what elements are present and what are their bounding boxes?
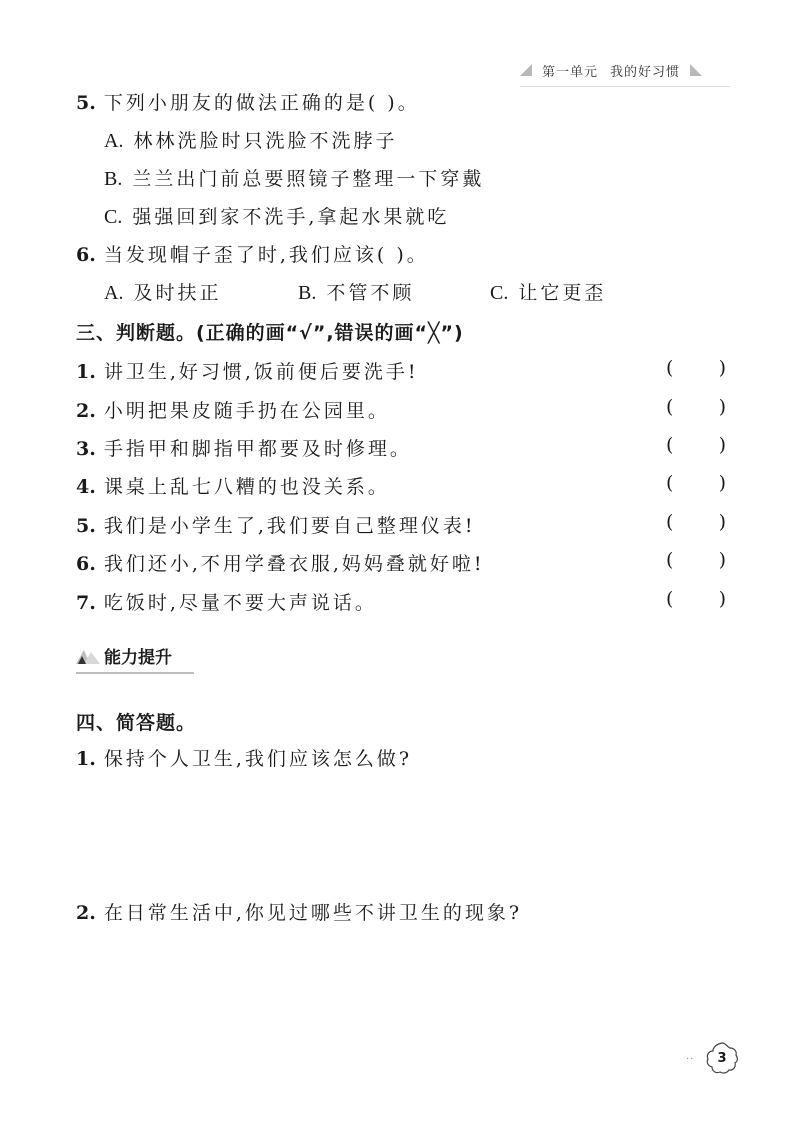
ability-section-banner [76,640,194,670]
option-label: A. [104,282,124,304]
judge-item-7 [76,588,377,615]
question-stem: 当发现帽子歪了时,我们应该( )。 [103,244,429,266]
option-text: 让它更歪 [518,282,607,304]
judge-item-2 [76,396,390,423]
page-dots-decoration: ·· [686,1054,695,1065]
answer-blank-2[interactable] [666,396,726,418]
option-text: 不管不顾 [326,282,415,304]
option-text: 及时扶正 [133,282,222,304]
judge-item-1 [76,357,419,384]
item-number: 6. [76,553,96,575]
judge-item-4 [76,472,390,499]
item-number: 2. [76,902,96,924]
paren-open: ( [666,549,674,571]
judge-item-5 [76,511,476,538]
item-text: 手指甲和脚指甲都要及时修理。 [103,438,412,460]
judge-item-3 [76,434,412,461]
mc-6-option-c [490,278,606,305]
question-stem: 下列小朋友的做法正确的是( )。 [103,92,420,114]
paren-open: ( [666,588,674,610]
item-text: 讲卫生,好习惯,饭前便后要洗手! [103,361,419,383]
page-number-badge [704,1040,740,1076]
item-text: 吃饭时,尽量不要大声说话。 [103,592,377,614]
header-topic: 我的好习惯 [610,64,681,80]
item-number: 4. [76,476,96,498]
option-text: 林林洗脸时只洗脸不洗脖子 [133,130,398,152]
page-header [520,56,730,84]
item-text: 课桌上乱七八糟的也没关系。 [103,476,390,498]
item-text: 在日常生活中,你见过哪些不讲卫生的现象? [103,902,523,924]
header-divider [520,86,730,87]
answer-blank-5[interactable] [666,511,726,533]
mc-6-option-b [298,278,414,305]
paren-open: ( [666,434,674,456]
item-text: 小明把果皮随手扔在公园里。 [103,400,390,422]
short-question-1 [76,744,412,771]
answer-blank-4[interactable] [666,472,726,494]
paren-open: ( [666,396,674,418]
header-title [542,61,680,80]
answer-blank-7[interactable] [666,588,726,610]
option-label: C. [490,282,509,304]
answer-blank-3[interactable] [666,434,726,456]
item-number: 3. [76,438,96,460]
page-number: 3 [717,1050,727,1066]
ability-label: 能力提升 [104,647,172,668]
paren-open: ( [666,511,674,533]
paren-close: ) [718,434,726,456]
paren-close: ) [718,588,726,610]
option-text: 兰兰出门前总要照镜子整理一下穿戴 [132,168,485,190]
mc-6-option-a [104,278,221,305]
header-triangle-left-icon [520,64,532,76]
judge-item-6 [76,549,485,576]
paren-open: ( [666,357,674,379]
option-label: C. [104,206,123,228]
answer-blank-1[interactable] [666,357,726,379]
question-number: 5. [76,92,96,114]
mc-5-option-a [104,126,397,153]
header-triangle-right-icon [690,64,702,76]
ability-underline [76,672,194,674]
paren-close: ) [718,549,726,571]
section-short-answer-title: 四、简答题。 [76,712,197,734]
item-text: 我们是小学生了,我们要自己整理仪表! [103,515,476,537]
item-number: 2. [76,400,96,422]
item-text: 保持个人卫生,我们应该怎么做? [103,748,413,770]
answer-blank-6[interactable] [666,549,726,571]
question-number: 6. [76,244,96,266]
paren-close: ) [718,472,726,494]
paren-open: ( [666,472,674,494]
paren-close: ) [718,511,726,533]
item-number: 7. [76,592,96,614]
option-label: B. [104,168,123,190]
paren-close: ) [718,357,726,379]
item-number: 5. [76,515,96,537]
mc-question-6 [76,240,429,267]
option-label: B. [298,282,317,304]
mc-question-5 [76,88,420,115]
item-number: 1. [76,748,96,770]
item-number: 1. [76,361,96,383]
section-true-false-title: 三、判断题。(正确的画“√”,错误的画“╳”) [76,322,464,344]
mc-5-option-c [104,202,449,229]
item-text: 我们还小,不用学叠衣服,妈妈叠就好啦! [103,553,485,575]
short-question-2 [76,898,522,925]
header-unit: 第一单元 [542,64,599,80]
option-text: 强强回到家不洗手,拿起水果就吃 [132,206,450,228]
option-label: A. [104,130,124,152]
mountain-icon [76,646,100,664]
paren-close: ) [718,396,726,418]
mc-5-option-b [104,164,484,191]
